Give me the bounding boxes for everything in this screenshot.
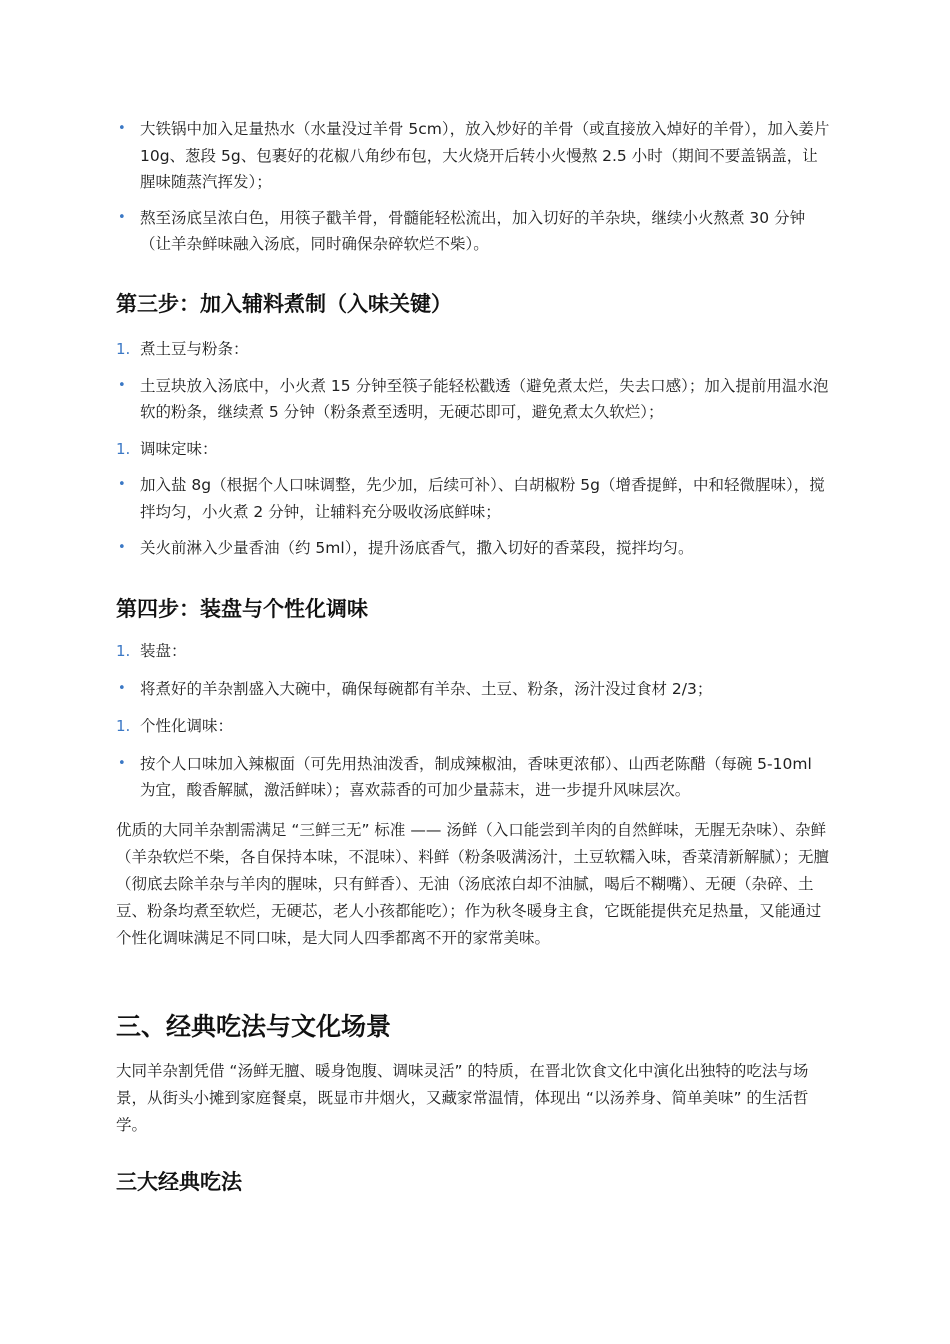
number-marker: 1. bbox=[116, 717, 131, 735]
list-item-text: 土豆块放入汤底中，小火煮 15 分钟至筷子能轻松戳透（避免煮太烂，失去口感）；加入提前用温水泡软的粉条，继续煮 5 分钟（粉条煮至透明，无硬芯即可，避免煮太久软烂）； bbox=[140, 376, 829, 421]
sub-heading: 三大经典吃法 bbox=[116, 1170, 242, 1194]
list-item bbox=[116, 638, 830, 665]
list-item bbox=[116, 535, 830, 562]
step3-list bbox=[116, 336, 830, 562]
number-marker: 1. bbox=[116, 340, 131, 358]
list-item-text: 个性化调味： bbox=[140, 717, 234, 735]
list-item bbox=[116, 116, 830, 196]
bullet-marker: • bbox=[118, 121, 126, 136]
step4-list bbox=[116, 638, 830, 804]
list-item bbox=[116, 436, 830, 463]
list-item bbox=[116, 676, 830, 703]
bullet-marker: • bbox=[118, 540, 126, 555]
list-item-text: 将煮好的羊杂割盛入大碗中，确保每碗都有羊杂、土豆、粉条，汤汁没过食材 2/3； bbox=[140, 679, 713, 698]
section3-paragraph: 大同羊杂割凭借 “汤鲜无膻、暖身饱腹、调味灵活” 的特质，在晋北饮食文化中演化出独特的吃法与场景，从街头小摊到家庭餐桌，既显市井烟火，又藏家常温情，体现出 “以汤养身、简单美味” 的生活哲学。 bbox=[116, 1062, 809, 1134]
bullet-marker: • bbox=[118, 377, 126, 393]
top-bullet-list bbox=[116, 116, 830, 258]
bullet-marker: • bbox=[118, 209, 126, 225]
list-item-text: 装盘： bbox=[140, 642, 187, 660]
step4-heading: 第四步：装盘与个性化调味 bbox=[116, 597, 368, 621]
list-item-text: 大铁锅中加入足量热水（水量没过羊骨 5cm），放入炒好的羊骨（或直接放入焯好的羊骨），加入姜片 10g、葱段 5g、包裹好的花椒八角纱布包，大火烧开后转小火慢熬 2.5 小时（期间不要盖锅盖，让腥味随蒸汽挥发）； bbox=[140, 120, 830, 191]
list-item bbox=[116, 472, 830, 525]
list-item bbox=[116, 373, 830, 426]
list-item bbox=[116, 713, 830, 740]
bullet-marker: • bbox=[118, 680, 126, 696]
list-item-text: 按个人口味加入辣椒面（可先用热油泼香，制成辣椒油，香味更浓郁）、山西老陈醋（每碗 5-10ml 为宜，酸香解腻，激活鲜味）；喜欢蒜香的可加少量蒜末，进一步提升风味层次。 bbox=[140, 754, 812, 799]
bullet-marker: • bbox=[118, 755, 126, 771]
list-item-text: 加入盐 8g（根据个人口味调整，先少加，后续可补）、白胡椒粉 5g（增香提鲜，中和轻微腥味），搅拌均匀，小火煮 2 分钟，让辅料充分吸收汤底鲜味； bbox=[140, 476, 825, 521]
section3-heading: 三、经典吃法与文化场景 bbox=[116, 1012, 392, 1041]
summary-paragraph: 优质的大同羊杂割需满足 “三鲜三无” 标准 —— 汤鲜（入口能尝到羊肉的自然鲜味，无腥无杂味）、杂鲜（羊杂软烂不柴，各自保持本味，不混味）、料鲜（粉条吸满汤汁，土豆软糯入味，香菜清新解腻）；无膻（彻底去除羊杂与羊肉的腥味，只有鲜香）、无油（汤底浓白却不油腻，喝后不糊嘴）、无硬（杂碎、土豆、粉条均煮至软烂，无硬芯，老人小孩都能吃）；作为秋冬暖身主食，它既能提供充足热量，又能通过个性化调味满足不同口味，是大同人四季都离不开的家常美味。 bbox=[116, 821, 830, 947]
step3-heading: 第三步：加入辅料煮制（入味关键） bbox=[116, 292, 452, 316]
list-item-text: 关火前淋入少量香油（约 5ml），提升汤底香气，撒入切好的香菜段，搅拌均匀。 bbox=[140, 539, 694, 557]
number-marker: 1. bbox=[116, 439, 131, 458]
list-item-text: 熬至汤底呈浓白色，用筷子戳羊骨，骨髓能轻松流出，加入切好的羊杂块，继续小火熬煮 30 分钟（让羊杂鲜味融入汤底，同时确保杂碎软烂不柴）。 bbox=[140, 208, 806, 253]
list-item bbox=[116, 205, 830, 258]
list-item bbox=[116, 751, 830, 804]
list-item-text: 调味定味： bbox=[140, 439, 218, 458]
bullet-marker: • bbox=[118, 477, 126, 492]
list-item-text: 煮土豆与粉条： bbox=[140, 340, 249, 358]
number-marker: 1. bbox=[116, 642, 131, 660]
list-item bbox=[116, 336, 830, 363]
